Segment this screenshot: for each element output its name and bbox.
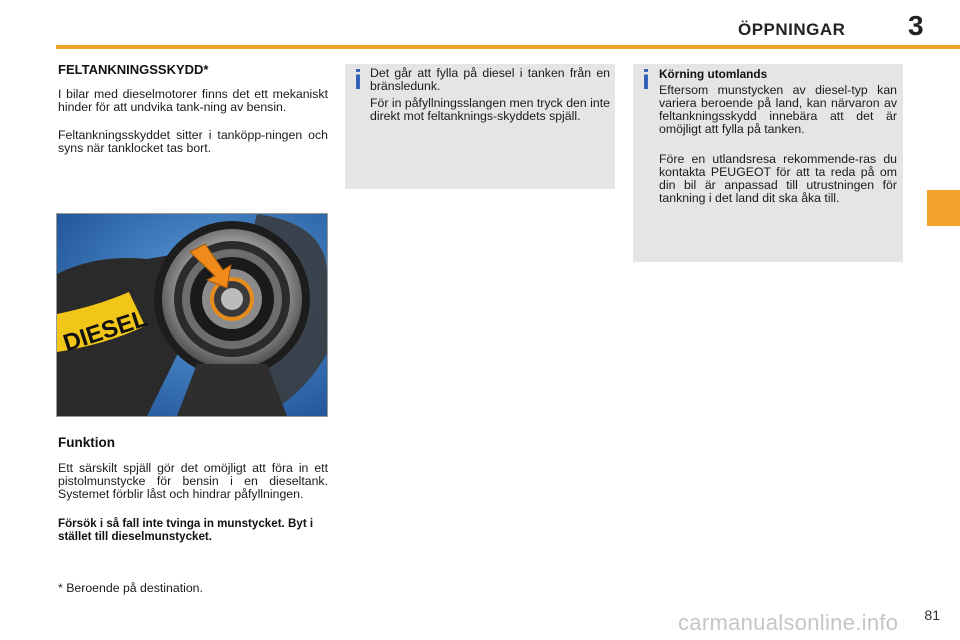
- info-box-1-paragraph-2: För in påfyllningsslangen men tryck den inte direkt mot feltanknings-skyddets spjäll.: [370, 96, 610, 123]
- info-box-1-paragraph-1: Det går att fylla på diesel i tanken från en bränsledunk.: [370, 66, 610, 93]
- fuel-filler-illustration: [57, 214, 327, 416]
- intro-paragraph-2: Feltankningsskyddet sitter i tanköpp-ningen och syns när tanklocket tas bort.: [58, 128, 328, 155]
- page-number: 81: [924, 607, 940, 623]
- info-box-refuelling: [345, 64, 615, 189]
- intro-paragraph-1: I bilar med dieselmotorer finns det ett mekaniskt hinder för att undvika tank-ning av bensin.: [58, 87, 328, 114]
- chapter-side-tab: [927, 190, 960, 226]
- info-box-2-title: Körning utomlands: [659, 67, 768, 81]
- section-title: ÖPPNINGAR: [738, 20, 846, 39]
- diesel-label: DIESEL: [59, 304, 151, 358]
- info-box-2-paragraph-1: Eftersom munstycken av diesel-typ kan variera beroende på land, kan närvaron av feltankningsskydd innebära att det är omöjligt att fylla på tanken.: [659, 83, 897, 136]
- section-heading: FELTANKNINGSSKYDD*: [58, 62, 209, 77]
- funktion-warning: Försök i så fall inte tvinga in munstycket. Byt i stället till dieselmunstycket.: [58, 517, 314, 543]
- info-box-abroad: [633, 64, 903, 262]
- watermark: carmanualsonline.info: [678, 610, 899, 635]
- info-box-2-paragraph-2: Före en utlandsresa rekommende-ras du kontakta PEUGEOT för att ta reda på om din bil är anpassad till utrustningen för tankning i det land dit ska åka till.: [659, 152, 897, 205]
- footnote: * Beroende på destination.: [58, 581, 203, 595]
- chapter-number: 3: [908, 10, 924, 41]
- info-icon: i: [354, 64, 362, 95]
- funktion-paragraph: Ett särskilt spjäll gör det omöjligt att föra in ett pistolmunstycke för bensin i en dieseltank. Systemet förblir låst och hindrar påfyllningen.: [58, 461, 328, 501]
- funktion-heading: Funktion: [58, 435, 115, 450]
- header-divider: [56, 45, 960, 49]
- info-icon: i: [642, 64, 650, 95]
- misfuel-device-photo: [56, 213, 328, 417]
